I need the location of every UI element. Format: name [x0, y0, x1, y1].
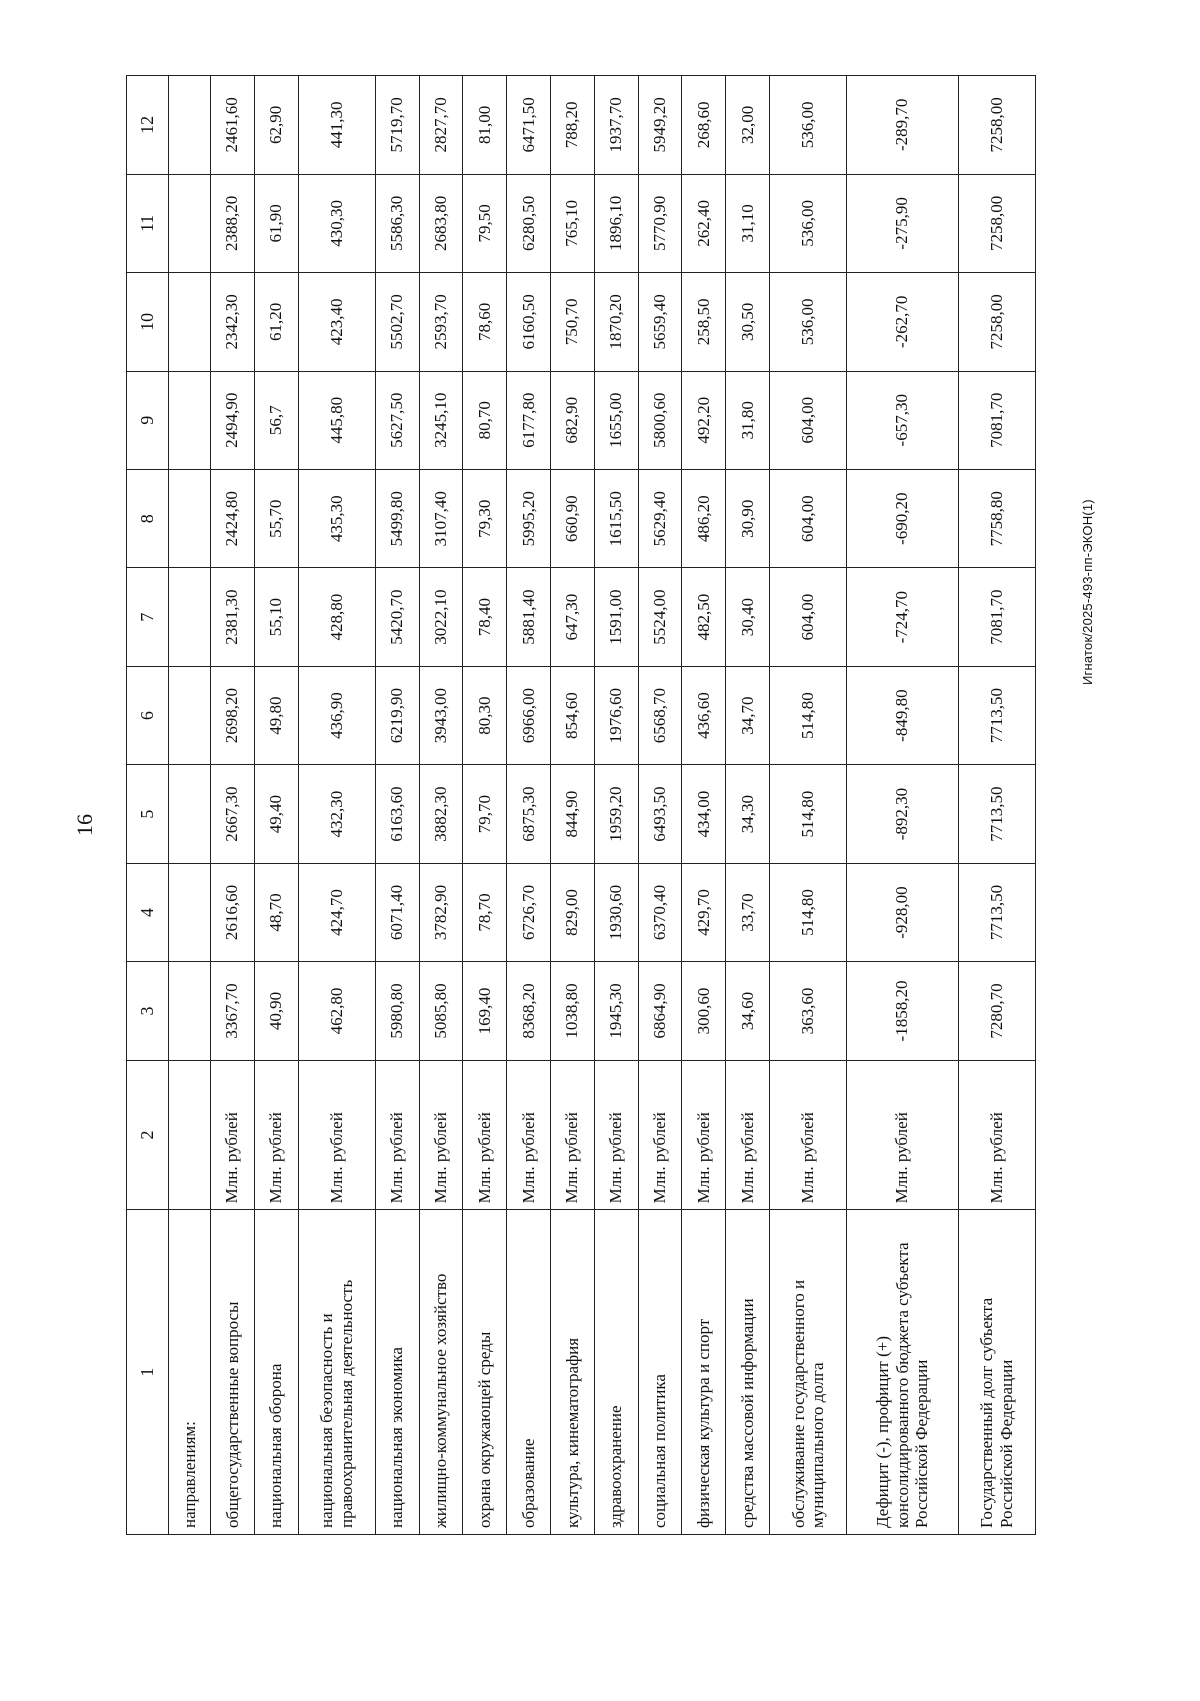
row-label: охрана окружающей среды [463, 1210, 507, 1535]
empty-cell [169, 469, 211, 567]
value-cell: 7258,00 [958, 76, 1035, 175]
value-cell: 5800,60 [638, 371, 682, 469]
value-cell: 6280,50 [507, 174, 551, 272]
value-cell: 829,00 [551, 863, 595, 961]
row-unit: Млн. рублей [507, 1060, 551, 1210]
value-cell: 604,00 [770, 469, 847, 567]
value-cell: 31,80 [726, 371, 770, 469]
value-cell: 844,90 [551, 765, 595, 863]
value-cell: 3107,40 [419, 469, 463, 567]
row-unit: Млн. рублей [594, 1060, 638, 1210]
empty-cell [169, 962, 211, 1060]
page-number: 16 [72, 814, 97, 836]
value-cell: 536,00 [770, 174, 847, 272]
row-label: национальная оборона [254, 1210, 298, 1535]
table-row [726, 76, 770, 1535]
row-label: национальная безопасность и правоохранительная деятельность [298, 1210, 375, 1535]
table-row [638, 76, 682, 1535]
value-cell: 3943,00 [419, 666, 463, 764]
value-cell: -690,20 [847, 469, 958, 567]
row-label: общегосударственные вопросы [211, 1210, 255, 1535]
value-cell: 79,50 [463, 174, 507, 272]
row-label: жилищно-коммунальное хозяйство [419, 1210, 463, 1535]
value-cell: 5659,40 [638, 273, 682, 371]
table-row [594, 76, 638, 1535]
document-code: Игнаток/2025-493-пп-ЭКОН(1) [1080, 499, 1095, 685]
table-row [507, 76, 551, 1535]
table-row [770, 76, 847, 1535]
table-row [463, 76, 507, 1535]
value-cell: 492,20 [682, 371, 726, 469]
value-cell: -892,30 [847, 765, 958, 863]
value-cell: 5980,80 [375, 962, 419, 1060]
value-cell: 604,00 [770, 371, 847, 469]
row-unit: Млн. рублей [726, 1060, 770, 1210]
value-cell: 1591,00 [594, 568, 638, 666]
value-cell: 1930,60 [594, 863, 638, 961]
empty-cell [169, 666, 211, 764]
value-cell: 7758,80 [958, 469, 1035, 567]
empty-cell [169, 863, 211, 961]
value-cell: 7713,50 [958, 666, 1035, 764]
value-cell: 80,30 [463, 666, 507, 764]
value-cell: 1945,30 [594, 962, 638, 1060]
table-row [375, 76, 419, 1535]
value-cell: 434,00 [682, 765, 726, 863]
value-cell: 2616,60 [211, 863, 255, 961]
empty-cell [169, 765, 211, 863]
value-cell: 49,80 [254, 666, 298, 764]
value-cell: 482,50 [682, 568, 726, 666]
value-cell: -849,80 [847, 666, 958, 764]
row-unit: Млн. рублей [298, 1060, 375, 1210]
column-header: 1 [127, 1210, 169, 1535]
value-cell: 30,40 [726, 568, 770, 666]
value-cell: 6160,50 [507, 273, 551, 371]
empty-cell [169, 273, 211, 371]
row-unit: Млн. рублей [770, 1060, 847, 1210]
row-unit: Млн. рублей [958, 1060, 1035, 1210]
value-cell: 55,10 [254, 568, 298, 666]
value-cell: 2683,80 [419, 174, 463, 272]
row-unit: Млн. рублей [682, 1060, 726, 1210]
rotated-table-container [126, 75, 1036, 1535]
value-cell: 268,60 [682, 76, 726, 175]
value-cell: 30,90 [726, 469, 770, 567]
value-cell: 536,00 [770, 76, 847, 175]
value-cell: 5770,90 [638, 174, 682, 272]
value-cell: 49,40 [254, 765, 298, 863]
empty-cell [169, 76, 211, 175]
row-unit: Млн. рублей [551, 1060, 595, 1210]
value-cell: -289,70 [847, 76, 958, 175]
table-row [682, 76, 726, 1535]
value-cell: 33,70 [726, 863, 770, 961]
value-cell: 78,40 [463, 568, 507, 666]
value-cell: 30,50 [726, 273, 770, 371]
row-unit: Млн. рублей [254, 1060, 298, 1210]
value-cell: 2342,30 [211, 273, 255, 371]
value-cell: 1959,20 [594, 765, 638, 863]
value-cell: 436,90 [298, 666, 375, 764]
column-header: 12 [127, 76, 169, 175]
empty-cell [169, 174, 211, 272]
value-cell: 6219,90 [375, 666, 419, 764]
value-cell: 6370,40 [638, 863, 682, 961]
row-unit: Млн. рублей [211, 1060, 255, 1210]
value-cell: 1870,20 [594, 273, 638, 371]
value-cell: 3367,70 [211, 962, 255, 1060]
value-cell: 169,40 [463, 962, 507, 1060]
value-cell: 2388,20 [211, 174, 255, 272]
value-cell: 61,20 [254, 273, 298, 371]
row-label: культура, кинематография [551, 1210, 595, 1535]
value-cell: 429,70 [682, 863, 726, 961]
value-cell: 5420,70 [375, 568, 419, 666]
value-cell: 62,90 [254, 76, 298, 175]
value-cell: 7081,70 [958, 371, 1035, 469]
value-cell: 5502,70 [375, 273, 419, 371]
value-cell: 424,70 [298, 863, 375, 961]
value-cell: 5949,20 [638, 76, 682, 175]
value-cell: 2593,70 [419, 273, 463, 371]
column-header: 7 [127, 568, 169, 666]
value-cell: 514,80 [770, 666, 847, 764]
value-cell: 6163,60 [375, 765, 419, 863]
value-cell: 81,00 [463, 76, 507, 175]
value-cell: 40,90 [254, 962, 298, 1060]
row-label: социальная политика [638, 1210, 682, 1535]
value-cell: 660,90 [551, 469, 595, 567]
value-cell: 80,70 [463, 371, 507, 469]
value-cell: 1896,10 [594, 174, 638, 272]
value-cell: 34,70 [726, 666, 770, 764]
table-row [298, 76, 375, 1535]
column-header: 10 [127, 273, 169, 371]
value-cell: 436,60 [682, 666, 726, 764]
column-header: 9 [127, 371, 169, 469]
table-row [211, 76, 255, 1535]
row-label: Государственный долг субъекта Российской Федерации [958, 1210, 1035, 1535]
value-cell: 1976,60 [594, 666, 638, 764]
value-cell: 6071,40 [375, 863, 419, 961]
value-cell: 2461,60 [211, 76, 255, 175]
value-cell: 854,60 [551, 666, 595, 764]
empty-cell [169, 371, 211, 469]
table-subheading-row [169, 76, 211, 1535]
column-header: 2 [127, 1060, 169, 1210]
value-cell: 5586,30 [375, 174, 419, 272]
value-cell: 5085,80 [419, 962, 463, 1060]
value-cell: 3245,10 [419, 371, 463, 469]
value-cell: 7258,00 [958, 174, 1035, 272]
value-cell: 78,70 [463, 863, 507, 961]
value-cell: 32,00 [726, 76, 770, 175]
value-cell: 3782,90 [419, 863, 463, 961]
value-cell: 2667,30 [211, 765, 255, 863]
row-label: средства массовой информации [726, 1210, 770, 1535]
value-cell: -275,90 [847, 174, 958, 272]
value-cell: 262,40 [682, 174, 726, 272]
column-header: 8 [127, 469, 169, 567]
value-cell: 300,60 [682, 962, 726, 1060]
value-cell: 6875,30 [507, 765, 551, 863]
column-header: 11 [127, 174, 169, 272]
table-row [254, 76, 298, 1535]
row-unit: Млн. рублей [847, 1060, 958, 1210]
value-cell: 1655,00 [594, 371, 638, 469]
value-cell: 6966,00 [507, 666, 551, 764]
row-label: образование [507, 1210, 551, 1535]
table-body [169, 76, 1036, 1535]
value-cell: 7258,00 [958, 273, 1035, 371]
empty-cell [169, 568, 211, 666]
row-unit: Млн. рублей [419, 1060, 463, 1210]
value-cell: 2381,30 [211, 568, 255, 666]
value-cell: 258,50 [682, 273, 726, 371]
value-cell: 48,70 [254, 863, 298, 961]
value-cell: 462,80 [298, 962, 375, 1060]
value-cell: 5719,70 [375, 76, 419, 175]
value-cell: 5524,00 [638, 568, 682, 666]
value-cell: 750,70 [551, 273, 595, 371]
budget-table [126, 75, 1036, 1535]
value-cell: -657,30 [847, 371, 958, 469]
value-cell: 1038,80 [551, 962, 595, 1060]
value-cell: 3882,30 [419, 765, 463, 863]
value-cell: 430,30 [298, 174, 375, 272]
row-label: национальная экономика [375, 1210, 419, 1535]
value-cell: 5627,50 [375, 371, 419, 469]
value-cell: 7713,50 [958, 863, 1035, 961]
column-header: 6 [127, 666, 169, 764]
value-cell: 6471,50 [507, 76, 551, 175]
value-cell: 423,40 [298, 273, 375, 371]
value-cell: 1615,50 [594, 469, 638, 567]
value-cell: 34,30 [726, 765, 770, 863]
value-cell: 6568,70 [638, 666, 682, 764]
row-label: здравоохранение [594, 1210, 638, 1535]
value-cell: 6177,80 [507, 371, 551, 469]
value-cell: 6864,90 [638, 962, 682, 1060]
subheading-cell: направлениям: [169, 1210, 211, 1535]
value-cell: 61,90 [254, 174, 298, 272]
row-unit: Млн. рублей [375, 1060, 419, 1210]
value-cell: 765,10 [551, 174, 595, 272]
value-cell: 604,00 [770, 568, 847, 666]
value-cell: 7280,70 [958, 962, 1035, 1060]
table-row [551, 76, 595, 1535]
value-cell: 445,80 [298, 371, 375, 469]
value-cell: 428,80 [298, 568, 375, 666]
value-cell: 8368,20 [507, 962, 551, 1060]
column-header: 4 [127, 863, 169, 961]
value-cell: 5995,20 [507, 469, 551, 567]
row-unit: Млн. рублей [463, 1060, 507, 1210]
value-cell: 1937,70 [594, 76, 638, 175]
value-cell: 31,10 [726, 174, 770, 272]
value-cell: 682,90 [551, 371, 595, 469]
column-header: 5 [127, 765, 169, 863]
value-cell: 34,60 [726, 962, 770, 1060]
row-label: физическая культура и спорт [682, 1210, 726, 1535]
value-cell: 514,80 [770, 863, 847, 961]
value-cell: 3022,10 [419, 568, 463, 666]
value-cell: 79,30 [463, 469, 507, 567]
value-cell: 5629,40 [638, 469, 682, 567]
value-cell: 363,60 [770, 962, 847, 1060]
value-cell: 79,70 [463, 765, 507, 863]
value-cell: 788,20 [551, 76, 595, 175]
value-cell: 55,70 [254, 469, 298, 567]
value-cell: 78,60 [463, 273, 507, 371]
table-header-row [127, 76, 169, 1535]
value-cell: -724,70 [847, 568, 958, 666]
value-cell: -262,70 [847, 273, 958, 371]
value-cell: 5881,40 [507, 568, 551, 666]
value-cell: 56,7 [254, 371, 298, 469]
value-cell: 7713,50 [958, 765, 1035, 863]
value-cell: -928,00 [847, 863, 958, 961]
value-cell: 2424,80 [211, 469, 255, 567]
table-row [958, 76, 1035, 1535]
value-cell: 435,30 [298, 469, 375, 567]
row-label: обслуживание государственного и муниципального долга [770, 1210, 847, 1535]
row-label: Дефицит (-), профицит (+) консолидированного бюджета субъекта Российской Федерации [847, 1210, 958, 1535]
value-cell: 7081,70 [958, 568, 1035, 666]
value-cell: 2827,70 [419, 76, 463, 175]
value-cell: 2698,20 [211, 666, 255, 764]
value-cell: 486,20 [682, 469, 726, 567]
column-header: 3 [127, 962, 169, 1060]
value-cell: 514,80 [770, 765, 847, 863]
value-cell: 432,30 [298, 765, 375, 863]
value-cell: 6726,70 [507, 863, 551, 961]
value-cell: 6493,50 [638, 765, 682, 863]
value-cell: 647,30 [551, 568, 595, 666]
value-cell: 2494,90 [211, 371, 255, 469]
value-cell: 5499,80 [375, 469, 419, 567]
empty-cell [169, 1060, 211, 1210]
value-cell: -1858,20 [847, 962, 958, 1060]
table-row [419, 76, 463, 1535]
row-unit: Млн. рублей [638, 1060, 682, 1210]
value-cell: 441,30 [298, 76, 375, 175]
value-cell: 536,00 [770, 273, 847, 371]
table-row [847, 76, 958, 1535]
